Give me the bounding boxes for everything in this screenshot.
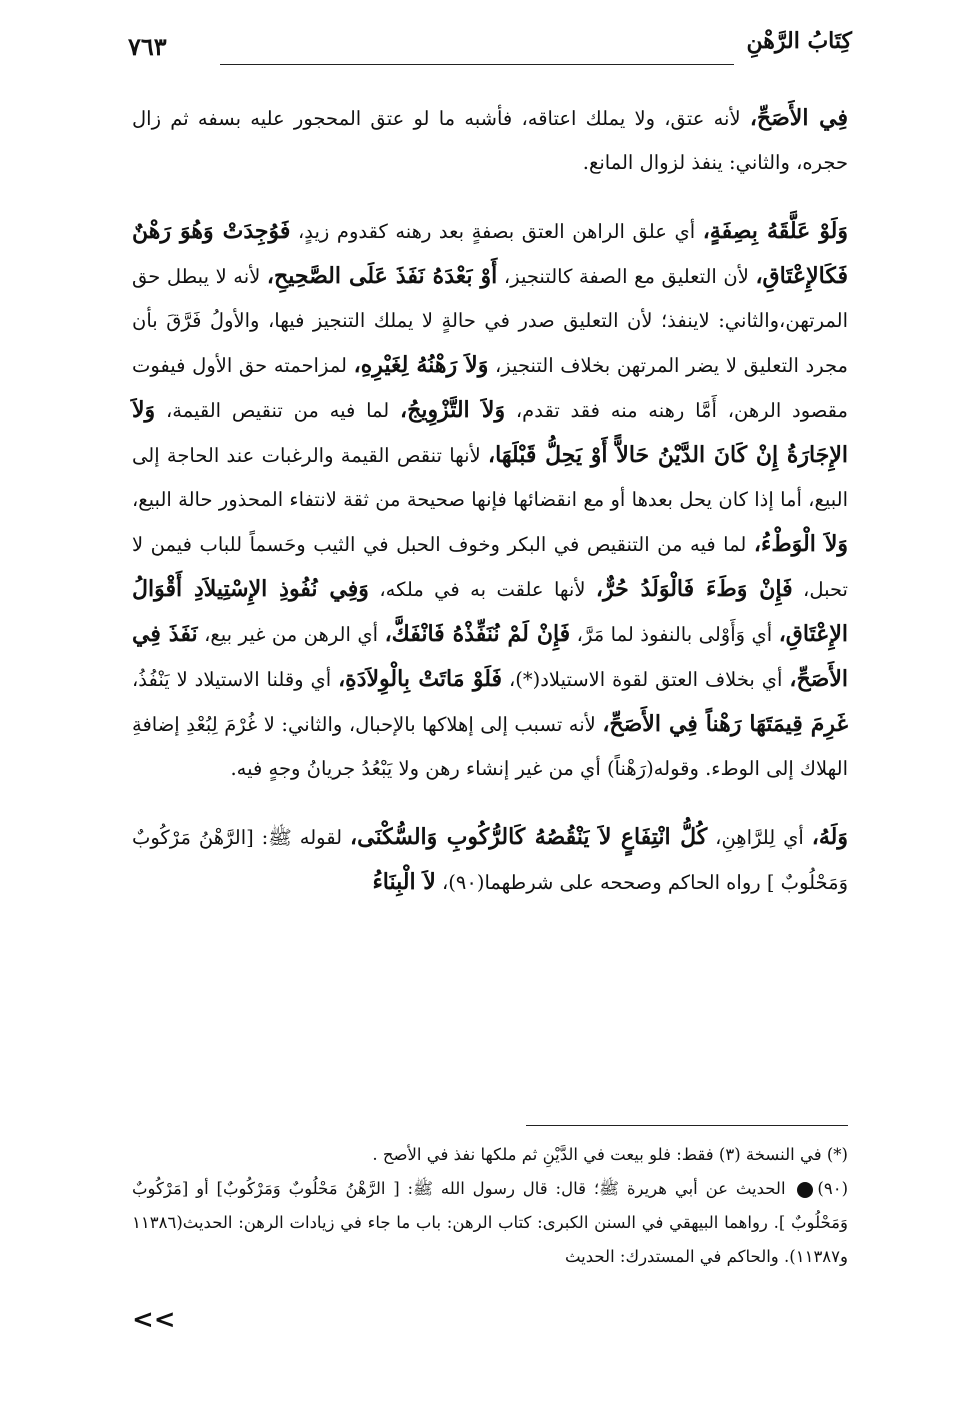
commentary-text: لمزاحمته حق الأول فيفوت مقصود الرهن، أَمَّا رهنه منه فقد تقدم، bbox=[132, 354, 848, 422]
matn-text: وَلاَ الْوَطْءُ، bbox=[753, 531, 849, 557]
footnote-text: في النسخة (٣) فقط: فلو بيعت في الدَّيْنِ ثم ملكها نفذ في الأصح . bbox=[372, 1145, 827, 1164]
footnote-marker: (٩٠) bbox=[817, 1179, 848, 1198]
footnote bbox=[132, 1138, 848, 1172]
paragraph bbox=[132, 815, 848, 905]
matn-text: لاَ الْبِنَاءُ bbox=[372, 869, 436, 895]
commentary-text: لأنه عتق، ولا يملك اعتاقه، فأشبه ما لو عتق المحجور عليه بسفه ثم زال حجره، والثاني: ينفذ لزوال المانع. bbox=[132, 107, 848, 174]
matn-text: فَوُجِدَتْ وَهُوَ رَهْنٌ فَكَالإِعْتَاقِ، bbox=[132, 218, 849, 289]
commentary-text: لما فيه من التنقيص في البكر وخوف الحبل في الثيب وحَسماً للباب فيمن لا تحبل، bbox=[132, 533, 848, 601]
header-rule bbox=[220, 64, 734, 65]
hadith-source-icon bbox=[797, 1182, 813, 1198]
continuation-mark: << bbox=[132, 1305, 176, 1335]
matn-text: فَإِنْ لَمْ نُنَفِّذْهُ فَانْفَكَّ، bbox=[384, 621, 571, 647]
paragraph bbox=[132, 96, 848, 185]
matn-text: نَفَذَ فِي الأَصَحِّ، bbox=[132, 621, 849, 692]
commentary-text: لأنها علقت به في ملكه، bbox=[368, 578, 596, 601]
page-header bbox=[128, 28, 852, 68]
commentary-text: لأنه تسبب إلى إهلاكها بالإحبال، والثاني: لا غُرْمَ لِبُعْدِ إضافةِ الهلاك إلى الوطء. وقوله(رَهْناً) أي من غير إنشاء رهن ولا يَبْعُدُ جريانُ وجهٍ فيه. bbox=[132, 713, 848, 780]
commentary-text: أي بخلاف العتق لقوة الاستيلاد(*)، bbox=[502, 668, 790, 691]
matn-text: وَلَهُ، bbox=[811, 824, 848, 850]
chapter-title: كِتَابُ الرَّهْنِ bbox=[746, 28, 852, 54]
matn-text: وَلَوْ عَلَّقَهُ بِصِفَةٍ، bbox=[702, 218, 849, 244]
commentary-text: أي علق الراهن العتق بصفةٍ بعد رهنه كقدوم زيدٍ، bbox=[290, 220, 703, 243]
paragraph bbox=[132, 209, 848, 791]
commentary-text: أي الرهن من غير بيع، bbox=[197, 623, 385, 646]
matn-text: أَوْ بَعْدَهُ نَفَذَ عَلَى الصَّحِيحِ، bbox=[266, 263, 498, 289]
matn-text: كُلُّ انْتِفَاعٍ لاَ يَنْقُصُهُ كَالرُّكُوبِ وَالسُّكْنَى، bbox=[350, 824, 708, 850]
matn-text: غَرِمَ قِيمَتَهَا رَهْناً فِي الأَصَحِّ، bbox=[602, 711, 848, 737]
commentary-text: أي لِلرَّاهِنِ، bbox=[707, 826, 812, 849]
footnote-text: الحديث عن أبي هريرة ﷺ؛ قال: قال رسول الله ﷺ: [ الرَّهْنُ مَحْلُوبٌ وَمَرْكُوبٌ] أو [مَرْكُوبٌ وَمَحْلُوبٌ ]. رواهما البيهقي في السنن الكبرى: كتاب الرهن: باب ما جاء في زيادات الرهن: الحديث(١١٣٨٦ و١١٣٨٧). والحاكم في المستدرك: الحديث bbox=[132, 1179, 848, 1266]
commentary-text: لأنها تنقص القيمة والرغبات عند الحاجة إلى البيع، أما إذا كان يحل بعدها أو مع انقضائها فإنها صحيحة من ثقة لانتفاء المحذور حالة البيع، bbox=[132, 444, 848, 511]
commentary-text: لأنه لا يبطل حق المرتهن،والثاني: لاينفذ؛ لأن التعليق صدر في حالةٍ لا يملك التنجيز فيها، والأولُ فَرَّقَ بأن مجرد التعليق لا يضر المرتهن بخلاف التنجيز، bbox=[132, 265, 848, 377]
matn-text: وَلاَ التَّزْوِيجُ، bbox=[400, 397, 506, 423]
commentary-text: لقوله ﷺ: [الرَّهْنُ مَرْكُوبٌ وَمَحْلُوبٌ ] رواه الحاكم وصححه على شرطهما(٩٠)، bbox=[132, 826, 848, 894]
matn-text: فَإِنْ وَطَءَ فَالْوَلَدُ حُرٌّ، bbox=[595, 576, 793, 602]
commentary-text: لأن التعليق مع الصفة كالتنجيز، bbox=[497, 265, 756, 288]
footnote-marker: (*) bbox=[826, 1145, 848, 1164]
page-number: ٧٦٣ bbox=[128, 32, 167, 61]
footnote-rule bbox=[526, 1125, 848, 1126]
matn-text: فَلَوْ مَاتَتْ بِالْوِلاَدَةِ، bbox=[338, 666, 503, 692]
commentary-text: أي وقلنا الاستيلاد لا يَنْفُذُ، bbox=[132, 668, 339, 691]
matn-text: وَلاَ الإِجَارَةُ إِنْ كَانَ الدَّيْنُ حَالاًّ أَوْ يَحِلُّ قَبْلَهَا، bbox=[132, 397, 848, 468]
footnote bbox=[132, 1172, 848, 1274]
footnotes bbox=[132, 1138, 848, 1274]
matn-text: فِي الأَصَحِّ، bbox=[749, 105, 849, 131]
commentary-text: أي وَأَوْلى بالنفوذ لما مَرَّ، bbox=[570, 623, 779, 646]
commentary-text: لما فيه من تنقيص القيمة، bbox=[155, 399, 401, 422]
matn-text: وَلاَ رَهْنُهُ لِغَيْرِهِ، bbox=[353, 352, 489, 378]
main-text bbox=[132, 96, 848, 929]
matn-text: وَفِي نُفُوذِ الإِسْتِيلاَدِ أَقْوَالُ الإِعْتَاقِ، bbox=[132, 576, 849, 647]
